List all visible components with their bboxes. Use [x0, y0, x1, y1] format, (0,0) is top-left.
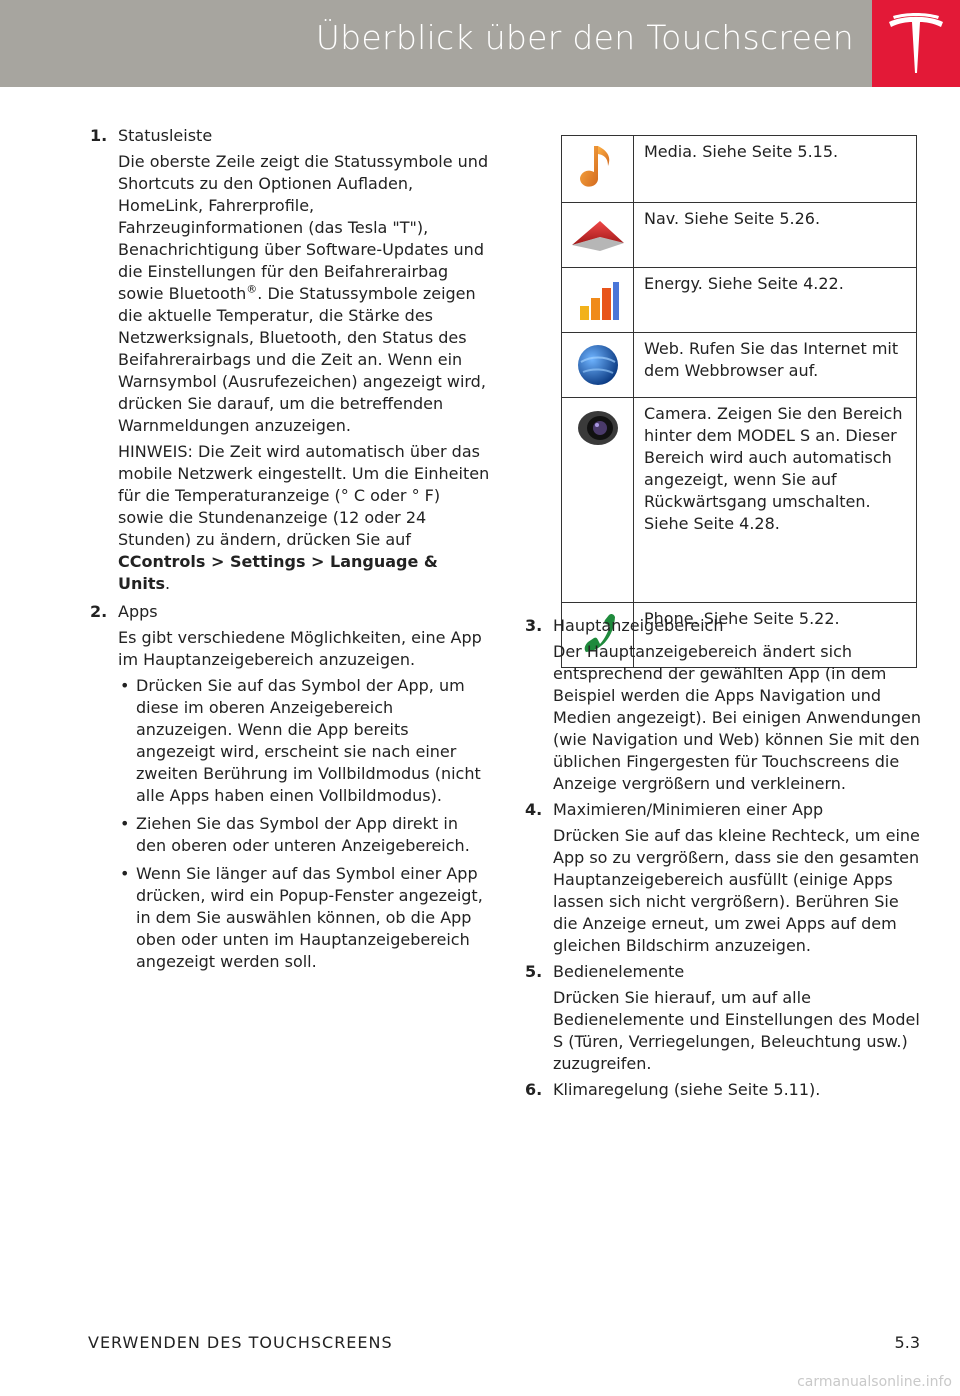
item-paragraph	[118, 151, 490, 437]
app-icon-table	[561, 135, 917, 668]
app-description: Media. Siehe Seite 5.15.	[634, 136, 917, 203]
item-number: 3.	[525, 616, 543, 635]
item-number: 5.	[525, 962, 543, 981]
page-number: 5.3	[894, 1333, 920, 1352]
bullet-item: • Wenn Sie länger auf das Symbol einer App drücken, wird ein Popup-Fenster angezeigt, in dem Sie auswählen können, ob die App oben oder unten im Hauptanzeigebereich angezeigt werden soll.	[118, 863, 490, 973]
item-klimaregelung	[525, 1079, 925, 1101]
icon-cell	[562, 333, 634, 398]
camera-icon	[575, 404, 621, 450]
bullet-item: • Ziehen Sie das Symbol der App direkt in den oberen oder unteren Anzeigebereich.	[118, 813, 490, 857]
item-title: Apps	[118, 602, 158, 621]
table-row	[562, 136, 917, 203]
app-description: Nav. Siehe Seite 5.26.	[634, 203, 917, 268]
icon-cell	[562, 136, 634, 203]
tesla-logo	[872, 0, 960, 87]
icon-cell	[562, 268, 634, 333]
item-number: 2.	[90, 602, 108, 621]
navigation-icon	[570, 215, 626, 255]
text-segment: Die oberste Zeile zeigt die Statussymbole und Shortcuts zu den Optionen Aufladen, HomeLink, Fahrerprofile, Fahrzeuginformationen (das Tesla "T"), Benachrichtigung über Software-Updates und die Einstellungen für den Beifahrerairbag sowie Bluetooth	[118, 152, 489, 303]
right-column	[525, 615, 925, 1105]
item-bedienelemente	[525, 961, 925, 1075]
item-paragraph: Es gibt verschiedene Möglichkeiten, eine App im Hauptanzeigebereich anzuzeigen.	[118, 628, 482, 669]
item-statusleiste	[90, 125, 490, 595]
app-description: Energy. Siehe Seite 4.22.	[634, 268, 917, 333]
item-hauptanzeigebereich	[525, 615, 925, 795]
item-title: Klimaregelung (siehe Seite 5.11).	[553, 1080, 821, 1099]
table-row	[562, 203, 917, 268]
table-row	[562, 333, 917, 398]
item-paragraph: Drücken Sie hierauf, um auf alle Bedienelemente und Einstellungen des Model S (Türen, Verriegelungen, Beleuchtung usw.) zuzugreifen.	[553, 988, 920, 1073]
item-title: Hauptanzeigebereich	[553, 616, 724, 635]
item-title: Bedienelemente	[553, 962, 685, 981]
item-paragraph: Drücken Sie auf das kleine Rechteck, um eine App so zu vergrößern, dass sie den gesamten Hauptanzeigebereich ausfüllt (einige Apps lassen sich nicht vergrößern). Berühren Sie die Anzeige erneut, um zwei Apps auf dem gleichen Bildschirm anzuzeigen.	[553, 826, 920, 955]
energy-bars-icon	[576, 278, 620, 322]
item-number: 4.	[525, 800, 543, 819]
footer-section-title: VERWENDEN DES TOUCHSCREENS	[88, 1333, 393, 1352]
item-number: 1.	[90, 126, 108, 145]
item-apps	[90, 601, 490, 973]
text-segment: . Die Statussymbole zeigen die aktuelle Temperatur, die Stärke des Netzwerksignals, Bluetooth, den Status des Beifahrerairbags und die Zeit an. Wenn ein Warnsymbol (Ausrufezeichen) angezeigt wird, drücken Sie darauf, um die betreffenden Warnmeldungen anzuzeigen.	[118, 284, 486, 435]
app-description: Camera. Zeigen Sie den Bereich hinter dem MODEL S an. Dieser Bereich wird auch automatisch angezeigt, wenn Sie auf Rückwärtsgang umschalten. Siehe Seite 4.28.	[634, 398, 917, 603]
item-title: Statusleiste	[118, 126, 213, 145]
tesla-t-icon	[887, 13, 945, 75]
app-description: Phone. Siehe Seite 5.22.	[634, 603, 917, 668]
bullet-item: • Drücken Sie auf das Symbol der App, um diese im oberen Anzeigebereich anzuzeigen. Wenn die App bereits angezeigt wird, erscheint sie nach einer zweiten Berührung im Vollbildmodus (nicht alle Apps haben einen Vollbildmodus).	[118, 675, 490, 807]
left-column	[90, 125, 490, 979]
table-row	[562, 398, 917, 603]
text-segment: HINWEIS: Die Zeit wird automatisch über das mobile Netzwerk eingestellt. Um die Einheiten für die Temperaturanzeige (° C oder ° F) sowie die Stundenanzeige (12 oder 24 Stunden) zu ändern, drücken Sie auf	[118, 442, 490, 549]
item-title: Maximieren/Minimieren einer App	[553, 800, 824, 819]
page-title: Überblick über den Touchscreen	[315, 18, 854, 57]
registered-mark: ®	[246, 282, 258, 296]
text-segment: .	[165, 574, 171, 593]
note-paragraph	[118, 441, 490, 595]
icon-cell	[562, 203, 634, 268]
item-maximieren	[525, 799, 925, 957]
globe-icon	[575, 342, 621, 388]
item-number: 6.	[525, 1080, 543, 1099]
item-paragraph: Der Hauptanzeigebereich ändert sich entsprechend der gewählten App (in dem Beispiel werden die Apps Navigation und Medien angezeigt). Bei einigen Anwendungen (wie Navigation und Web) können Sie mit den üblichen Fingergesten für Touchscreens die Anzeige vergrößern und verkleinern.	[553, 642, 921, 793]
music-note-icon	[578, 142, 618, 196]
app-description: Web. Rufen Sie das Internet mit dem Webbrowser auf.	[634, 333, 917, 398]
watermark: carmanualsonline.info	[797, 1374, 952, 1390]
menu-path: CControls > Settings > Language & Units	[118, 552, 438, 593]
page-header	[0, 0, 960, 87]
icon-cell	[562, 398, 634, 603]
table-row	[562, 268, 917, 333]
